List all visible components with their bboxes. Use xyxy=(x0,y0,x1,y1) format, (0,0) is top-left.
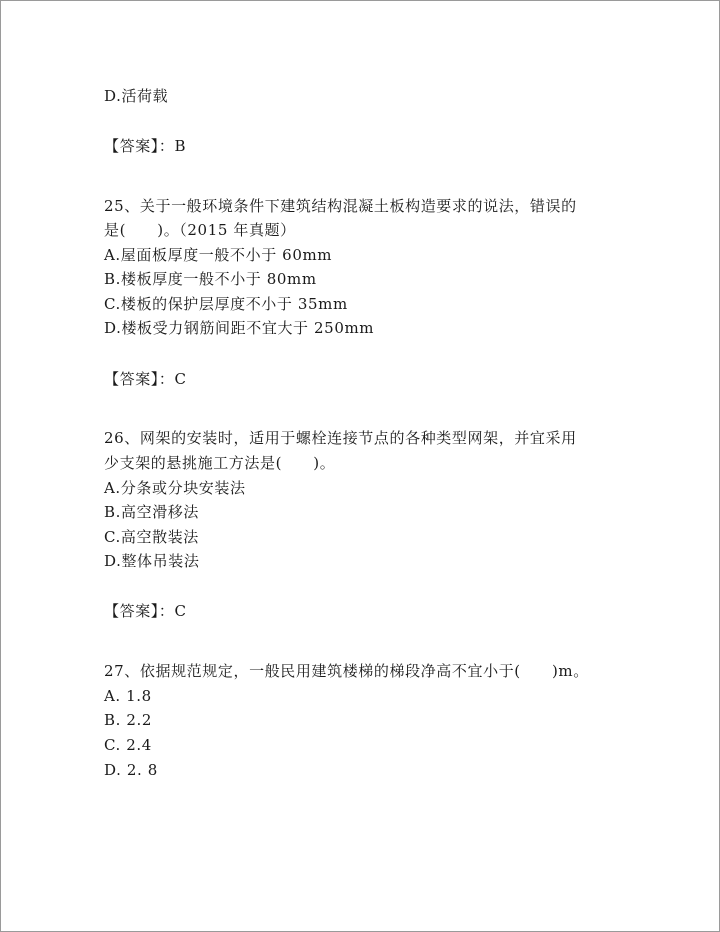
q27-option-b: B. 2.2 xyxy=(104,711,153,729)
q27-stem-line1: 27、依据规范规定，一般民用建筑楼梯的梯段净高不宜小于( )m。 xyxy=(104,662,589,680)
q27-option-a: A. 1.8 xyxy=(104,687,152,705)
q26-option-c: C.高空散装法 xyxy=(104,528,199,546)
page-border-left xyxy=(0,0,1,932)
q26-stem-line1: 26、网架的安装时，适用于螺栓连接节点的各种类型网架，并宜采用 xyxy=(104,429,577,447)
q26-answer: 【答案】：C xyxy=(104,602,187,620)
q25-option-b: B.楼板厚度一般不小于 80mm xyxy=(104,270,317,288)
page-border-top xyxy=(0,0,720,1)
q25-option-a: A.屋面板厚度一般不小于 60mm xyxy=(104,246,333,264)
q25-stem-line1: 25、关于一般环境条件下建筑结构混凝土板构造要求的说法，错误的 xyxy=(104,197,577,215)
q25-stem-line2: 是( )。（2015 年真题） xyxy=(104,221,296,239)
prev-option-d: D.活荷载 xyxy=(104,87,169,105)
q26-option-b: B.高空滑移法 xyxy=(104,503,199,521)
q25-option-d: D.楼板受力钢筋间距不宜大于 250mm xyxy=(104,319,375,337)
q26-option-d: D.整体吊装法 xyxy=(104,552,200,570)
q27-option-c: C. 2.4 xyxy=(104,736,152,754)
prev-answer: 【答案】：B xyxy=(104,137,187,155)
q26-option-a: A.分条或分块安装法 xyxy=(104,479,246,497)
q27-option-d: D. 2. 8 xyxy=(104,761,158,779)
q26-stem-line2: 少支架的悬挑施工方法是( )。 xyxy=(104,454,336,472)
q25-answer: 【答案】：C xyxy=(104,370,187,388)
q25-option-c: C.楼板的保护层厚度不小于 35mm xyxy=(104,295,348,313)
